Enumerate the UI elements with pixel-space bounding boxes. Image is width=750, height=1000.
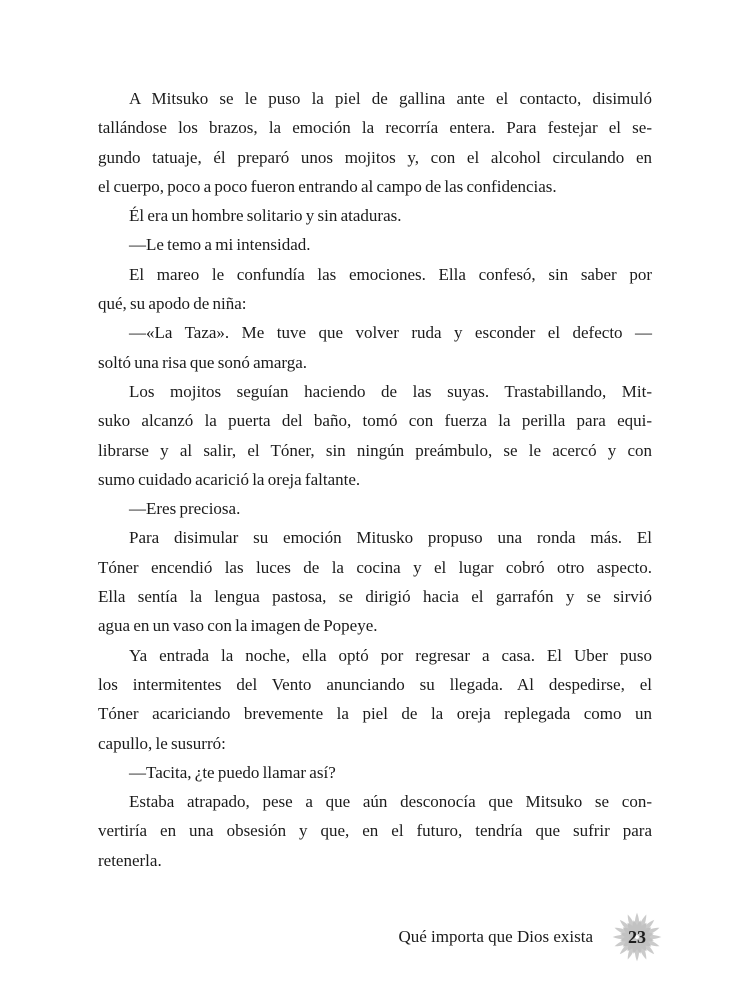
page-number: 23 bbox=[628, 926, 646, 947]
text-line: los intermitentes del Vento anunciando su llegada. Al despedirse, el bbox=[98, 674, 652, 694]
text-line: soltó una risa que sonó amarga. bbox=[98, 352, 308, 372]
text-line: Tóner acariciando brevemente la piel de la oreja replegada como un bbox=[98, 704, 652, 724]
text-line: Él era un hombre solitario y sin ataduras. bbox=[129, 206, 402, 226]
running-title: Qué importa que Dios exista bbox=[398, 927, 593, 946]
paragraph bbox=[98, 201, 652, 230]
text-line: —Tacita, ¿te puedo llamar así? bbox=[129, 762, 336, 782]
text-line: tallándose los brazos, la emoción la recorría entera. Para festejar el se- bbox=[98, 118, 652, 138]
text-line: —«La Taza». Me tuve que volver ruda y esconder el defecto — bbox=[129, 323, 652, 343]
text-line: retenerla. bbox=[98, 850, 162, 870]
text-line: el cuerpo, poco a poco fueron entrando al campo de las confidencias. bbox=[98, 176, 557, 196]
paragraph bbox=[98, 230, 652, 259]
text-line: Los mojitos seguían haciendo de las suyas. Trastabillando, Mit- bbox=[129, 381, 652, 401]
text-line: qué, su apodo de niña: bbox=[98, 294, 247, 314]
text-line: gundo tatuaje, él preparó unos mojitos y, con el alcohol circulando en bbox=[98, 147, 652, 167]
paragraph bbox=[98, 523, 652, 640]
body-text bbox=[98, 84, 652, 875]
text-line: —Eres preciosa. bbox=[129, 499, 241, 519]
text-line: El mareo le confundía las emociones. Ella confesó, sin saber por bbox=[129, 264, 652, 284]
paragraph bbox=[98, 787, 652, 875]
paragraph bbox=[98, 494, 652, 523]
paragraph bbox=[98, 758, 652, 787]
paragraph bbox=[98, 641, 652, 758]
text-line: —Le temo a mi intensidad. bbox=[129, 235, 311, 255]
text-line: librarse y al salir, el Tóner, sin ningún preámbulo, se le acercó y con bbox=[98, 440, 652, 460]
text-line: agua en un vaso con la imagen de Popeye. bbox=[98, 616, 378, 636]
text-line: Estaba atrapado, pese a que aún desconocía que Mitsuko se con- bbox=[129, 792, 652, 812]
paragraph bbox=[98, 377, 652, 494]
text-line: capullo, le susurró: bbox=[98, 733, 226, 753]
page-number-ornament bbox=[610, 910, 664, 964]
paragraph bbox=[98, 84, 652, 201]
text-line: sumo cuidado acarició la oreja faltante. bbox=[98, 469, 361, 489]
paragraph bbox=[98, 318, 652, 377]
text-line: vertiría en una obsesión y que, en el futuro, tendría que sufrir para bbox=[98, 821, 652, 841]
text-line: suko alcanzó la puerta del baño, tomó con fuerza la perilla para equi- bbox=[98, 411, 652, 431]
page-footer bbox=[398, 910, 664, 964]
text-line: Tóner encendió las luces de la cocina y el lugar cobró otro aspecto. bbox=[98, 557, 652, 577]
text-line: A Mitsuko se le puso la piel de gallina ante el contacto, disimuló bbox=[129, 89, 652, 108]
paragraph bbox=[98, 260, 652, 319]
text-line: Ya entrada la noche, ella optó por regresar a casa. El Uber puso bbox=[129, 645, 652, 665]
text-line: Ella sentía la lengua pastosa, se dirigió hacia el garrafón y se sirvió bbox=[98, 587, 652, 607]
text-line: Para disimular su emoción Mitusko propuso una ronda más. El bbox=[129, 528, 652, 548]
